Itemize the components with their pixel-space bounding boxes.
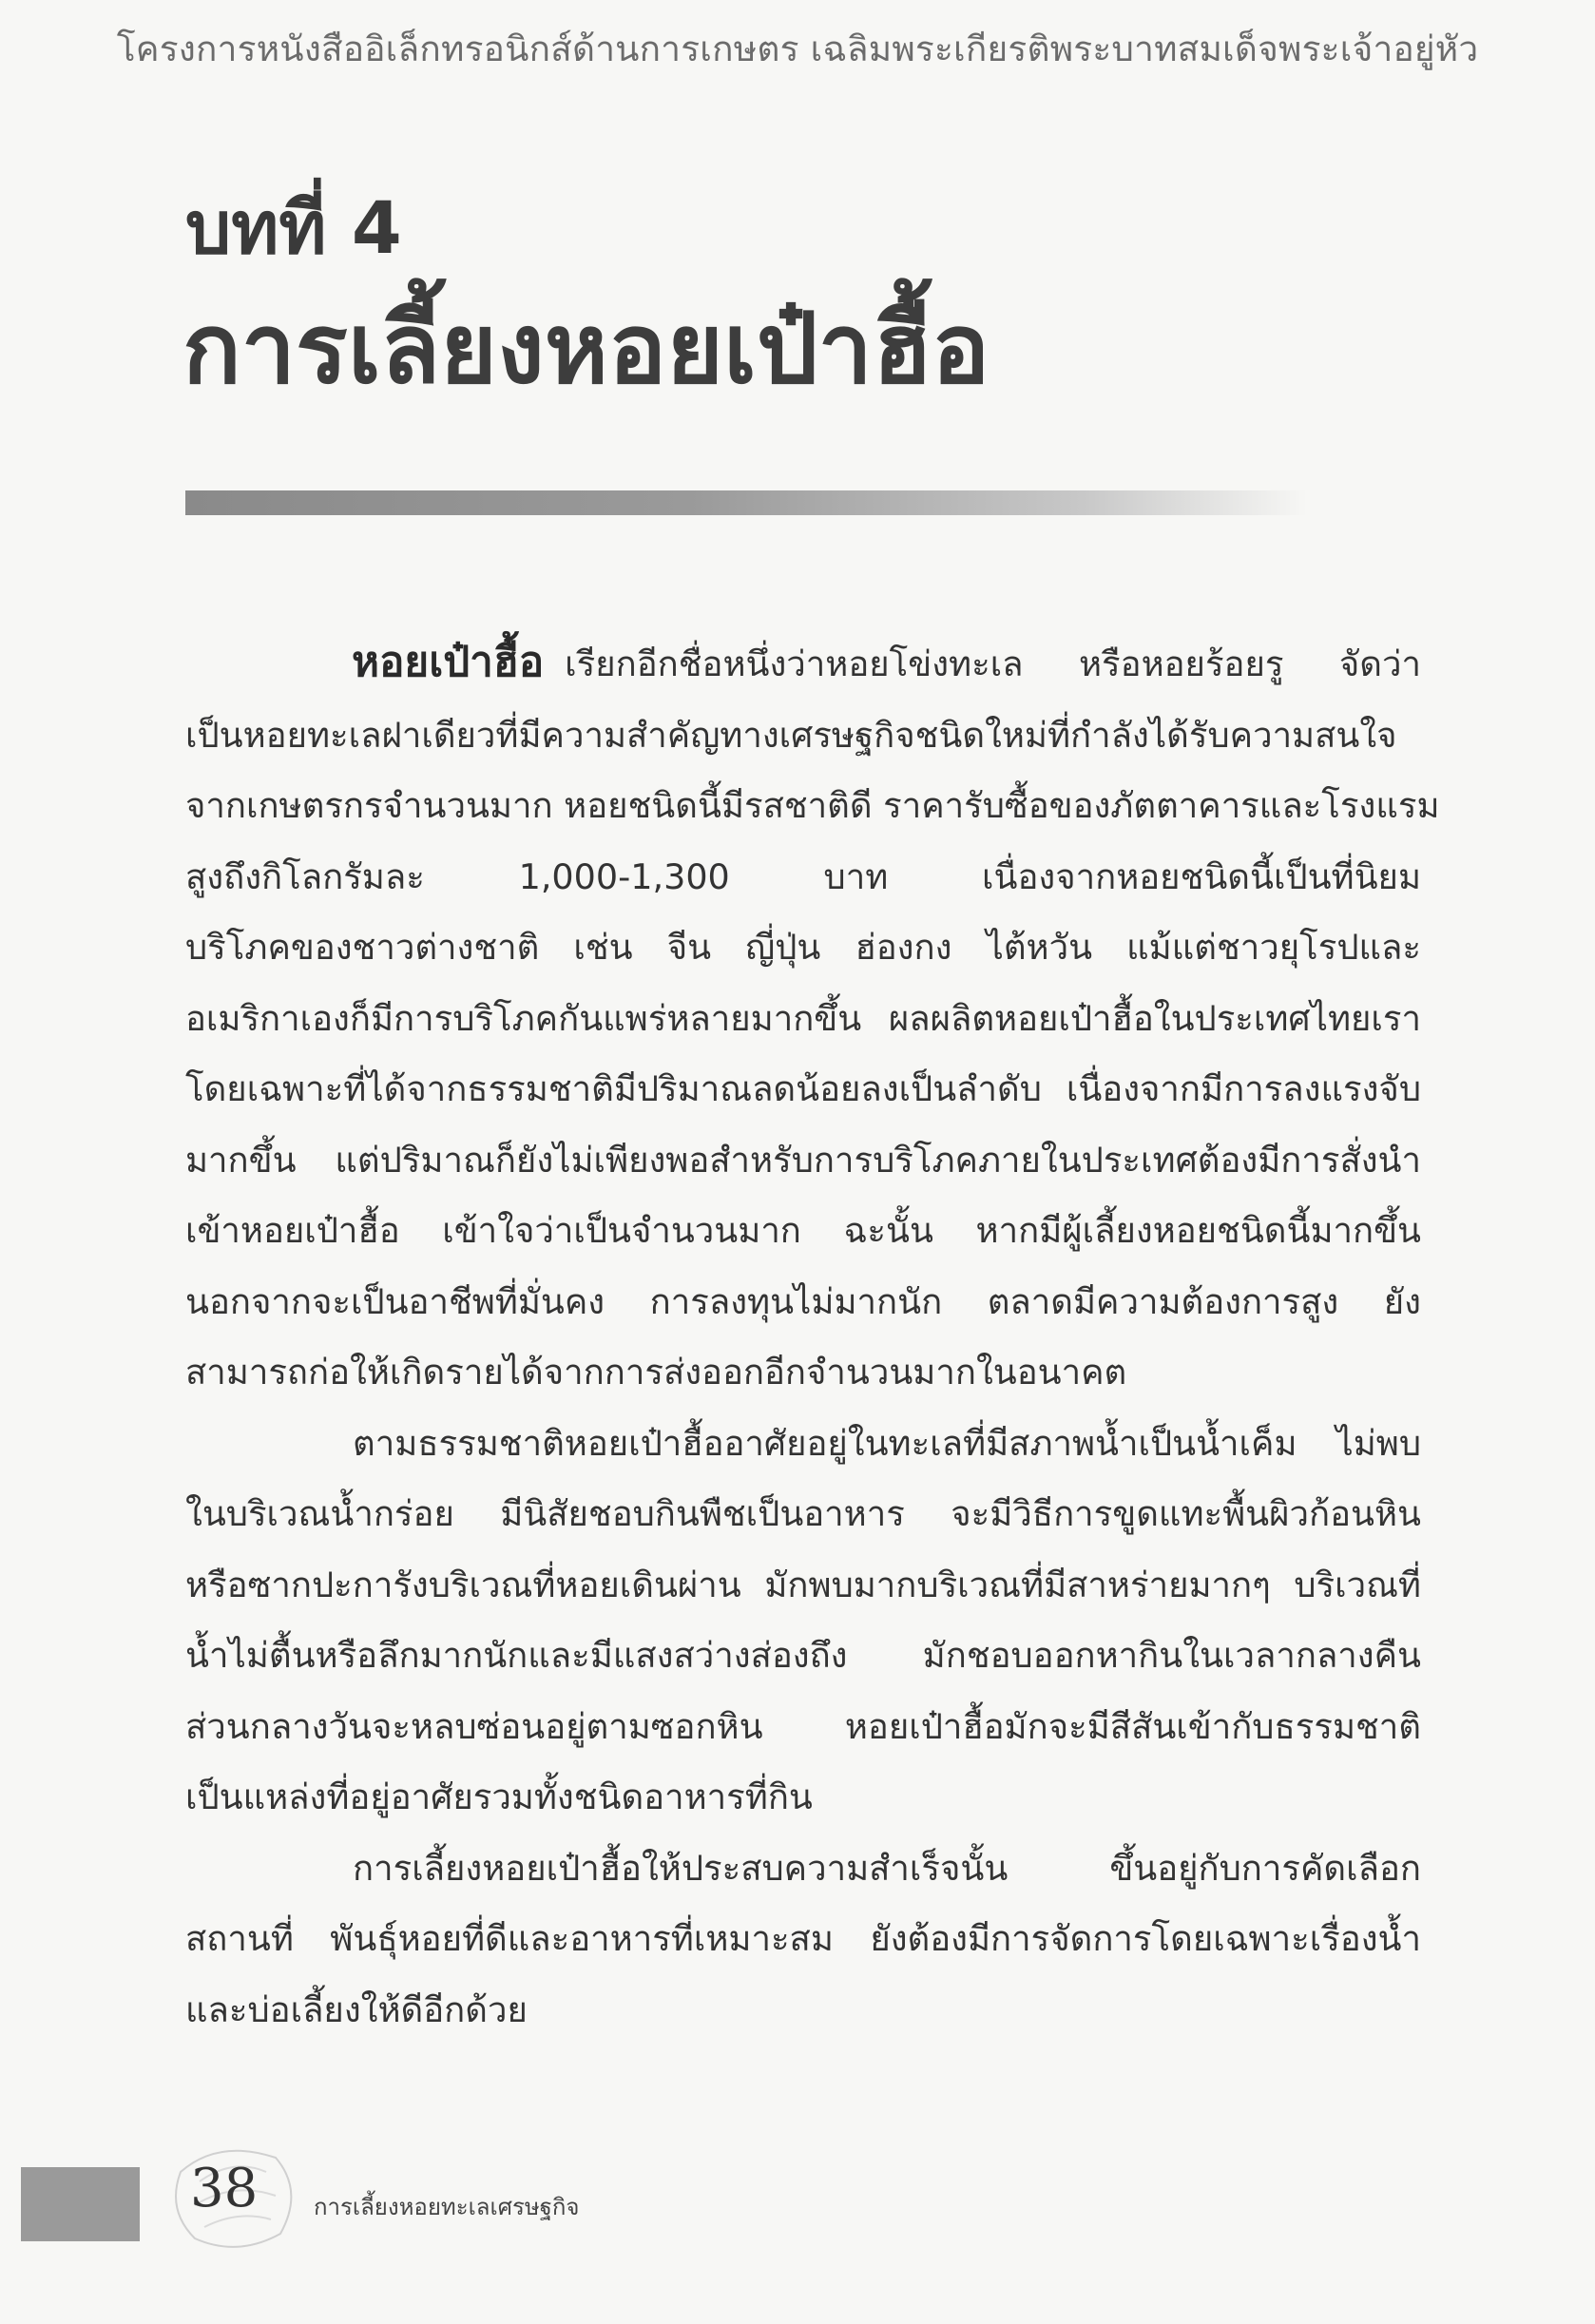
paragraph-line: อเมริกาเองก็มีการบริโภคกันแพร่หลายมากขึ้น ผลผลิตหอยเป๋าฮื้อในประเทศไทยเรา	[185, 997, 1421, 1039]
paragraph-line: น้ำไม่ตื้นหรือลึกมากนักและมีแสงสว่างส่องถึง มักชอบออกหากินในเวลากลางคืน	[185, 1635, 1421, 1676]
footer-gray-block	[21, 2167, 140, 2241]
paragraph-line: การเลี้ยงหอยเป๋าฮื้อให้ประสบความสำเร็จนั้น ขึ้นอยู่กับการคัดเลือก	[353, 1847, 1421, 1889]
paragraph-line: เข้าหอยเป๋าฮื้อ เข้าใจว่าเป็นจำนวนมาก ฉะนั้น หากมีผู้เลี้ยงหอยชนิดนี้มากขึ้น	[185, 1210, 1421, 1251]
chapter-title: การเลี้ยงหอยเป๋าฮื้อ	[183, 293, 990, 406]
running-header: โครงการหนังสืออิเล็กทรอนิกส์ด้านการเกษตร เฉลิมพระเกียรติพระบาทสมเด็จพระเจ้าอยู่หัว	[116, 29, 1479, 69]
footer-book-title: การเลี้ยงหอยทะเลเศรษฐกิจ	[314, 2194, 580, 2220]
paragraph-line: สามารถก่อให้เกิดรายได้จากการส่งออกอีกจำนวนมากในอนาคต	[185, 1352, 1127, 1392]
paragraph-line: หรือซากปะการังบริเวณที่หอยเดินผ่าน มักพบมากบริเวณที่มีสาหร่ายมากๆ บริเวณที่	[185, 1564, 1421, 1605]
paragraph-line: โดยเฉพาะที่ได้จากธรรมชาติมีปริมาณลดน้อยลงเป็นลำดับ เนื่องจากมีการลงแรงจับ	[185, 1068, 1421, 1109]
paragraph-line: จากเกษตรกรจำนวนมาก หอยชนิดนี้มีรสชาติดี ราคารับซื้อของภัตตาคารและโรงแรม	[185, 785, 1440, 826]
paragraph-line: บริโภคของชาวต่างชาติ เช่น จีน ญี่ปุ่น ฮ่องกง ไต้หวัน แม้แต่ชาวยุโรปและ	[185, 927, 1421, 968]
title-rule	[185, 490, 1307, 515]
page-number: 38	[190, 2158, 259, 2219]
paragraph-line: ในบริเวณน้ำกร่อย มีนิสัยชอบกินพืชเป็นอาหาร จะมีวิธีการขูดแทะพื้นผิวก้อนหิน	[185, 1493, 1421, 1534]
paragraph-line: นอกจากจะเป็นอาชีพที่มั่นคง การลงทุนไม่มากนัก ตลาดมีความต้องการสูง ยัง	[185, 1280, 1421, 1322]
paragraph-line: มากขึ้น แต่ปริมาณก็ยังไม่เพียงพอสำหรับการบริโภคภายในประเทศต้องมีการสั่งนำ	[185, 1139, 1421, 1181]
chapter-label: บทที่ 4	[185, 185, 402, 270]
paragraph-line: เป็นหอยทะเลฝาเดียวที่มีความสำคัญทางเศรษฐกิจชนิดใหม่ที่กำลังได้รับความสนใจ	[185, 714, 1397, 756]
paragraph-1	[185, 627, 1440, 1409]
paragraph-2	[185, 1409, 1421, 1834]
paragraph-line	[185, 627, 1421, 701]
line-text: เรียกอีกชื่อหนึ่งว่าหอยโข่งทะเล หรือหอยร้อยรู จัดว่า	[565, 643, 1421, 684]
paragraph-line: ตามธรรมชาติหอยเป๋าฮื้ออาศัยอยู่ในทะเลที่มีสภาพน้ำเป็นน้ำเค็ม ไม่พบ	[353, 1422, 1421, 1464]
lead-term: หอยเป๋าฮื้อ	[352, 638, 545, 686]
body-text	[185, 627, 1440, 2046]
paragraph-line: ส่วนกลางวันจะหลบซ่อนอยู่ตามซอกหิน หอยเป๋าฮื้อมักจะมีสีสันเข้ากับธรรมชาติ	[185, 1705, 1421, 1747]
paragraph-line: และบ่อเลี้ยงให้ดีอีกด้วย	[185, 1988, 528, 2030]
paragraph-line: เป็นแหล่งที่อยู่อาศัยรวมทั้งชนิดอาหารที่กิน	[185, 1777, 813, 1817]
paragraph-3	[185, 1834, 1421, 2046]
paragraph-line: สูงถึงกิโลกรัมละ 1,000-1,300 บาท เนื่องจากหอยชนิดนี้เป็นที่นิยม	[185, 855, 1421, 897]
paragraph-line: สถานที่ พันธุ์หอยที่ดีและอาหารที่เหมาะสม ยังต้องมีการจัดการโดยเฉพาะเรื่องน้ำ	[185, 1918, 1421, 1959]
